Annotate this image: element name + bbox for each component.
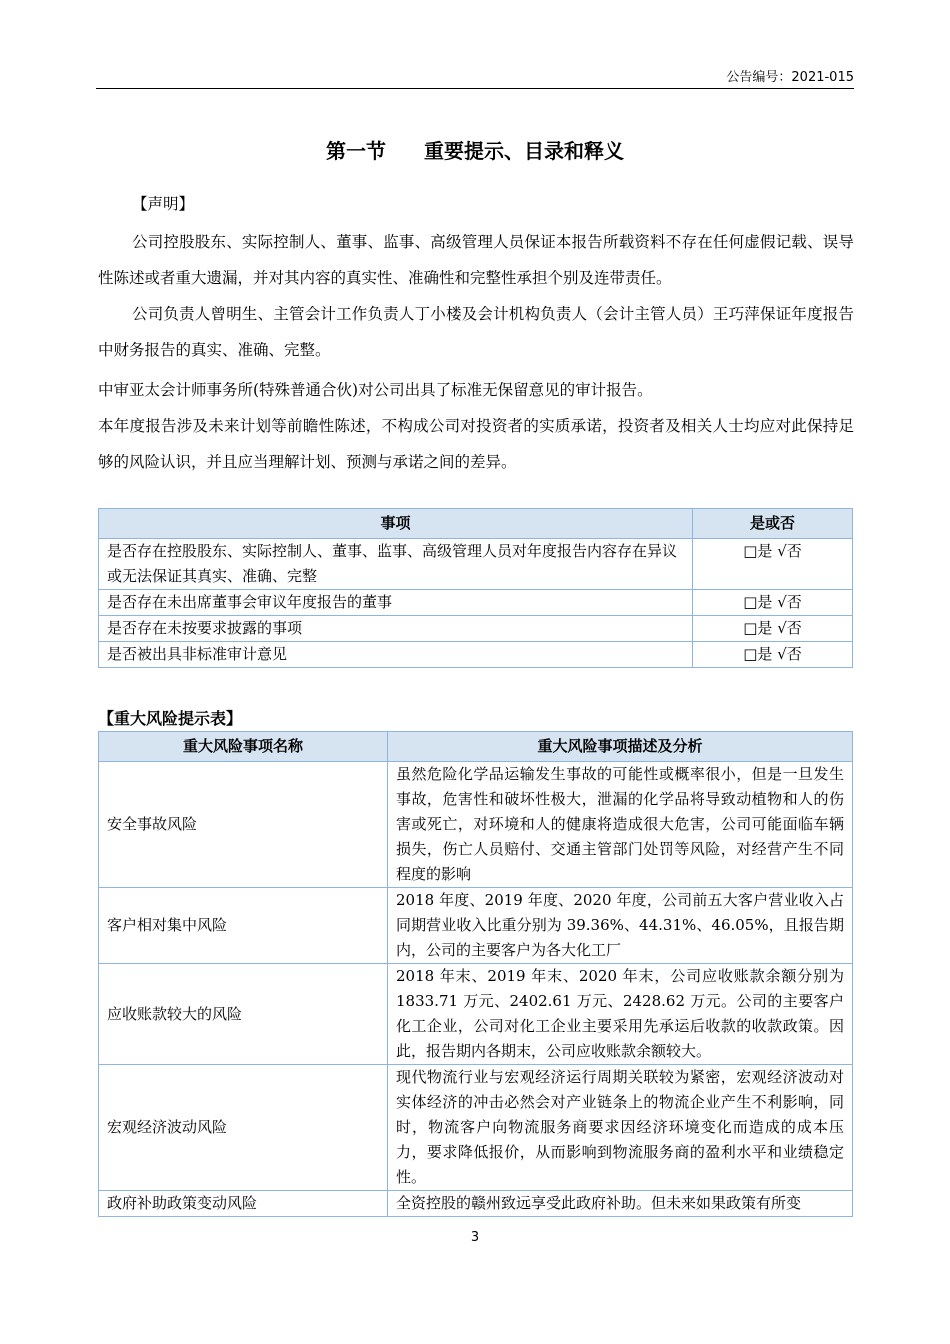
risk-name: 客户相对集中风险 <box>99 888 388 964</box>
page-title <box>0 135 950 164</box>
risk-description: 虽然危险化学品运输发生事故的可能性或概率很小，但是一旦发生事故，危害性和破坏性极大，泄漏的化学品将导致动植物和人的伤害或死亡，对环境和人的健康将造成很大危害，公司可能面临车辆损失，伤亡人员赔付、交通主管部门处罚等风险，对经营产生不同程度的影响 <box>388 762 853 888</box>
column-header: 是或否 <box>693 509 853 539</box>
risk-name: 政府补助政策变动风险 <box>99 1191 388 1217</box>
risk-table-title: 【重大风险提示表】 <box>98 709 243 728</box>
page-number: 3 <box>470 1230 480 1245</box>
matter-answer: □是 √否 <box>693 539 853 590</box>
risk-description: 2018 年度、2019 年度、2020 年度，公司前五大客户营业收入占同期营业收入比重分别为 39.36%、44.31%、46.05%，且报告期内，公司的主要客户为各大化工厂 <box>388 888 853 964</box>
risk-table <box>98 731 853 1217</box>
table-row <box>99 964 853 1065</box>
risk-name: 宏观经济波动风险 <box>99 1065 388 1191</box>
column-header: 事项 <box>99 509 693 539</box>
risk-description: 全资控股的赣州致远享受此政府补助。但未来如果政策有所变 <box>388 1191 853 1217</box>
table-header-row <box>99 509 853 539</box>
matters-table <box>98 508 853 668</box>
matter-item: 是否存在未按要求披露的事项 <box>99 616 693 642</box>
table-row <box>99 762 853 888</box>
table-row <box>99 590 853 616</box>
risk-description: 2018 年末、2019 年末、2020 年末，公司应收账款余额分别为 1833.71 万元、2402.61 万元、2428.62 万元。公司的主要客户化工企业，公司对化工企业主要采用先承运后收款的收款政策。因此，报告期内各期末，公司应收账款余额较大。 <box>388 964 853 1065</box>
matter-answer: □是 √否 <box>693 642 853 668</box>
table-row <box>99 888 853 964</box>
table-row <box>99 616 853 642</box>
statement-paragraph-1: 公司控股股东、实际控制人、董事、监事、高级管理人员保证本报告所载资料不存在任何虚假记载、误导性陈述或者重大遗漏，并对其内容的真实性、准确性和完整性承担个别及连带责任。 <box>98 233 854 287</box>
risk-name: 应收账款较大的风险 <box>99 964 388 1065</box>
matter-item: 是否存在未出席董事会审议年度报告的董事 <box>99 590 693 616</box>
section-name: 重要提示、目录和释义 <box>424 139 624 163</box>
table-row <box>99 539 853 590</box>
table-header-row <box>99 732 853 762</box>
table-row <box>99 1065 853 1191</box>
announcement-number: 公告编号：2021-015 <box>726 70 854 85</box>
risk-description: 现代物流行业与宏观经济运行周期关联较为紧密，宏观经济波动对实体经济的冲击必然会对产业链条上的物流企业产生不利影响，同时，物流客户向物流服务商要求因经济环境变化而造成的成本压力，要求降低报价，从而影响到物流服务商的盈利水平和业绩稳定性。 <box>388 1065 853 1191</box>
column-header: 重大风险事项名称 <box>99 732 388 762</box>
table-row <box>99 642 853 668</box>
header-divider <box>96 88 854 89</box>
matter-item: 是否存在控股股东、实际控制人、董事、监事、高级管理人员对年度报告内容存在异议或无法保证其真实、准确、完整 <box>99 539 693 590</box>
column-header: 重大风险事项描述及分析 <box>388 732 853 762</box>
matter-answer: □是 √否 <box>693 590 853 616</box>
statement-heading: 【声明】 <box>132 195 195 213</box>
statement-paragraph-2: 公司负责人曾明生、主管会计工作负责人丁小楼及会计机构负责人（会计主管人员）王巧萍保证年度报告中财务报告的真实、准确、完整。 <box>98 305 854 359</box>
table-row <box>99 1191 853 1217</box>
statement-paragraph-3: 中审亚太会计师事务所(特殊普通合伙)对公司出具了标准无保留意见的审计报告。 <box>98 381 653 399</box>
risk-name: 安全事故风险 <box>99 762 388 888</box>
section-number: 第一节 <box>326 139 386 163</box>
statement-paragraph-4: 本年度报告涉及未来计划等前瞻性陈述，不构成公司对投资者的实质承诺，投资者及相关人士均应对此保持足够的风险认识，并且应当理解计划、预测与承诺之间的差异。 <box>98 417 854 471</box>
matter-item: 是否被出具非标准审计意见 <box>99 642 693 668</box>
matter-answer: □是 √否 <box>693 616 853 642</box>
